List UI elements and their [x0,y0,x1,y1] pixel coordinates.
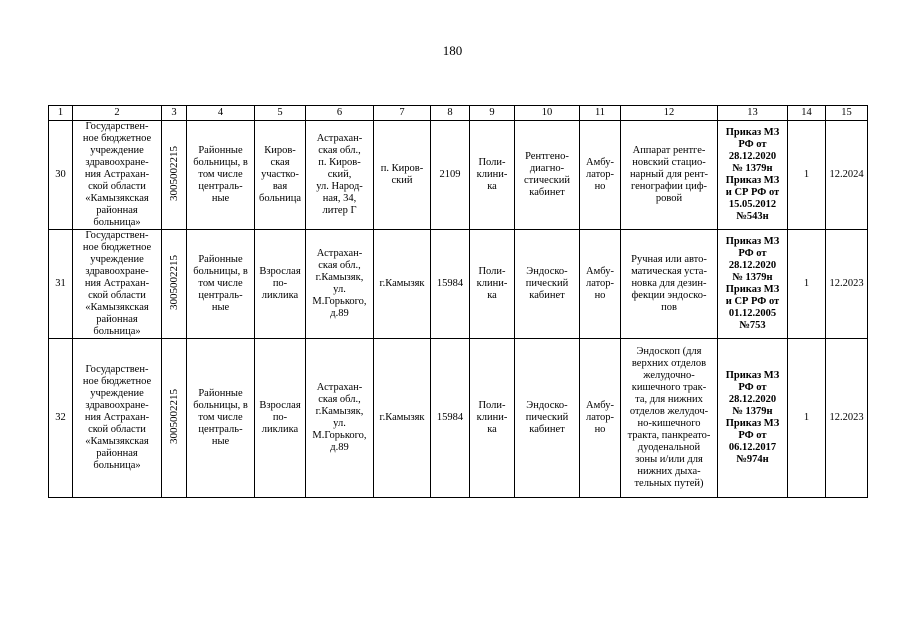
table-row [49,121,868,230]
population: 15984 [431,339,470,498]
column-header: 5 [255,106,306,121]
column-header: 13 [718,106,788,121]
quantity: 1 [788,121,826,230]
column-header: 7 [374,106,431,121]
deadline-date: 12.2024 [826,121,868,230]
institution-code-cell [162,230,187,339]
equipment: Эндоскоп (для верхних отделов желудочно- кишечного трак- та, для нижних отделов желудоч- но-кишечного тракта, панкреато- дуоденальной зоны и/или для нижних дыха- тельных путей) [621,339,718,498]
column-header: 11 [580,106,621,121]
care-conditions: Амбу- латор- но [580,121,621,230]
room: Эндоско- пический кабинет [515,339,580,498]
population: 2109 [431,121,470,230]
column-header: 2 [73,106,162,121]
table-row [49,230,868,339]
legal-order: Приказ МЗ РФ от 28.12.2020 № 1379н Приказ МЗ и СР РФ от 01.12.2005 №753 [718,230,788,339]
institution-code-cell [162,339,187,498]
legal-order: Приказ МЗ РФ от 28.12.2020 № 1379н Приказ МЗ и СР РФ от 15.05.2012 №543н [718,121,788,230]
deadline-date: 12.2023 [826,339,868,498]
address: Астрахан- ская обл., г.Камызяк, ул. М.Горького, д.89 [306,339,374,498]
institution-name: Государствен- ное бюджетное учреждение здравоохране- ния Астрахан- ской области «Камызякская районная больница» [73,339,162,498]
care-conditions: Амбу- латор- но [580,230,621,339]
equipment: Аппарат рентге- новский стацио- нарный для рент- генографии циф- ровой [621,121,718,230]
equipment: Ручная или авто- матическая уста- новка для дезин- фекции эндоско- пов [621,230,718,339]
column-header: 12 [621,106,718,121]
institution-code: 3005002215 [168,388,180,444]
locality: г.Камызяк [374,230,431,339]
population: 15984 [431,230,470,339]
hospital-type: Районные больницы, в том числе централь- ные [187,121,255,230]
column-header: 10 [515,106,580,121]
column-header: 8 [431,106,470,121]
column-number-row [49,106,868,121]
quantity: 1 [788,339,826,498]
row-number: 31 [49,230,73,339]
room: Рентгено- диагно- стический кабинет [515,121,580,230]
institution-code-cell [162,121,187,230]
hospital-type: Районные больницы, в том числе централь- ные [187,339,255,498]
column-header: 1 [49,106,73,121]
department: Поли- клини- ка [470,230,515,339]
structural-unit: Взрослая по- ликлика [255,339,306,498]
room: Эндоско- пический кабинет [515,230,580,339]
column-header: 14 [788,106,826,121]
legal-order: Приказ МЗ РФ от 28.12.2020 № 1379н Приказ МЗ РФ от 06.12.2017 №974н [718,339,788,498]
column-header: 4 [187,106,255,121]
locality: п. Киров- ский [374,121,431,230]
institution-code: 3005002215 [168,254,180,310]
column-header: 6 [306,106,374,121]
page-number: 180 [442,43,463,58]
quantity: 1 [788,230,826,339]
row-number: 32 [49,339,73,498]
institution-name: Государствен- ное бюджетное учреждение здравоохране- ния Астрахан- ской области «Камызякская районная больница» [73,121,162,230]
address: Астрахан- ская обл., п. Киров- ский, ул. Народ- ная, 34, литер Г [306,121,374,230]
column-header: 15 [826,106,868,121]
row-number: 30 [49,121,73,230]
column-header: 3 [162,106,187,121]
structural-unit: Взрослая по- ликлика [255,230,306,339]
deadline-date: 12.2023 [826,230,868,339]
institution-code: 3005002215 [168,145,180,201]
department: Поли- клини- ка [470,121,515,230]
table-row [49,339,868,498]
institution-name: Государствен- ное бюджетное учреждение здравоохране- ния Астрахан- ской области «Камызякская районная больница» [73,230,162,339]
address: Астрахан- ская обл., г.Камызяк, ул. М.Горького, д.89 [306,230,374,339]
locality: г.Камызяк [374,339,431,498]
department: Поли- клини- ка [470,339,515,498]
equipment-register-table [48,105,868,498]
structural-unit: Киров- ская участко- вая больница [255,121,306,230]
column-header: 9 [470,106,515,121]
care-conditions: Амбу- латор- но [580,339,621,498]
hospital-type: Районные больницы, в том числе централь- ные [187,230,255,339]
